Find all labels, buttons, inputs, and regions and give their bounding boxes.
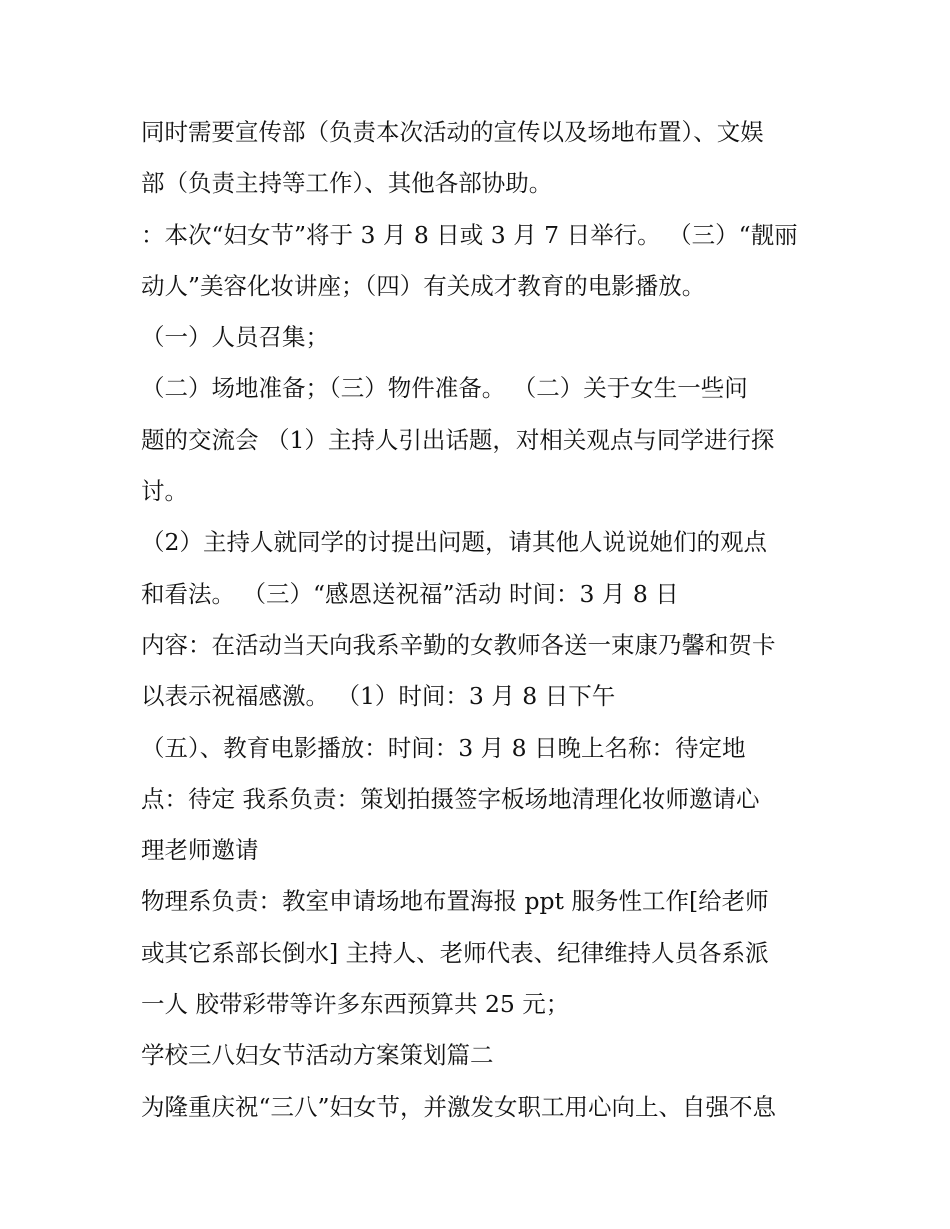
body-text xyxy=(141,107,821,1133)
text-line: 和看法。 （三）“感恩送祝福”活动 时间：3 月 8 日 xyxy=(141,579,679,608)
text-line: 一人 胶带彩带等许多东西预算共 25 元； xyxy=(141,990,570,1019)
text-line: 同时需要宣传部（负责本次活动的宣传以及场地布置）、文娱 xyxy=(141,118,764,146)
text-line: 理老师邀请 xyxy=(141,836,259,865)
text-line: （一）人员召集； xyxy=(141,323,329,352)
text-line: 动人”美容化妆讲座；（四）有关成才教育的电影播放。 xyxy=(141,271,706,300)
text-line: 题的交流会 （1）主持人引出话题，对相关观点与同学进行探 xyxy=(141,425,775,454)
text-line: 为隆重庆祝“三八”妇女节，并激发女职工用心向上、自强不息 xyxy=(141,1092,777,1121)
text-line: 物理系负责：教室申请场地布置海报 ppt 服务性工作[给老师 xyxy=(141,887,769,916)
text-line: 点：待定 我系负责：策划拍摄签字板场地清理化妆师邀请心 xyxy=(141,784,760,813)
section-heading: 学校三八妇女节活动方案策划篇二 xyxy=(141,1041,494,1070)
text-line: ：本次“妇女节”将于 3 月 8 日或 3 月 7 日举行。 （三）“靓丽 xyxy=(141,220,798,249)
text-line: 讨。 xyxy=(141,477,188,506)
text-line: 或其它系部长倒水] 主持人、老师代表、纪律维持人员各系派 xyxy=(141,938,769,967)
text-line: （五）、教育电影播放：时间：3 月 8 日晚上名称：待定地 xyxy=(141,733,746,762)
text-line: 以表示祝福感激。 （1）时间：3 月 8 日下午 xyxy=(141,682,616,711)
text-line: （2）主持人就同学的讨提出问题，请其他人说说她们的观点 xyxy=(141,528,767,557)
text-line: （二）场地准备；（三）物件准备。 （二）关于女生一些问 xyxy=(141,374,748,403)
text-line: 内容：在活动当天向我系辛勤的女教师各送一束康乃馨和贺卡 xyxy=(141,630,776,659)
text-line: 部（负责主持等工作）、其他各部协助。 xyxy=(141,169,553,198)
